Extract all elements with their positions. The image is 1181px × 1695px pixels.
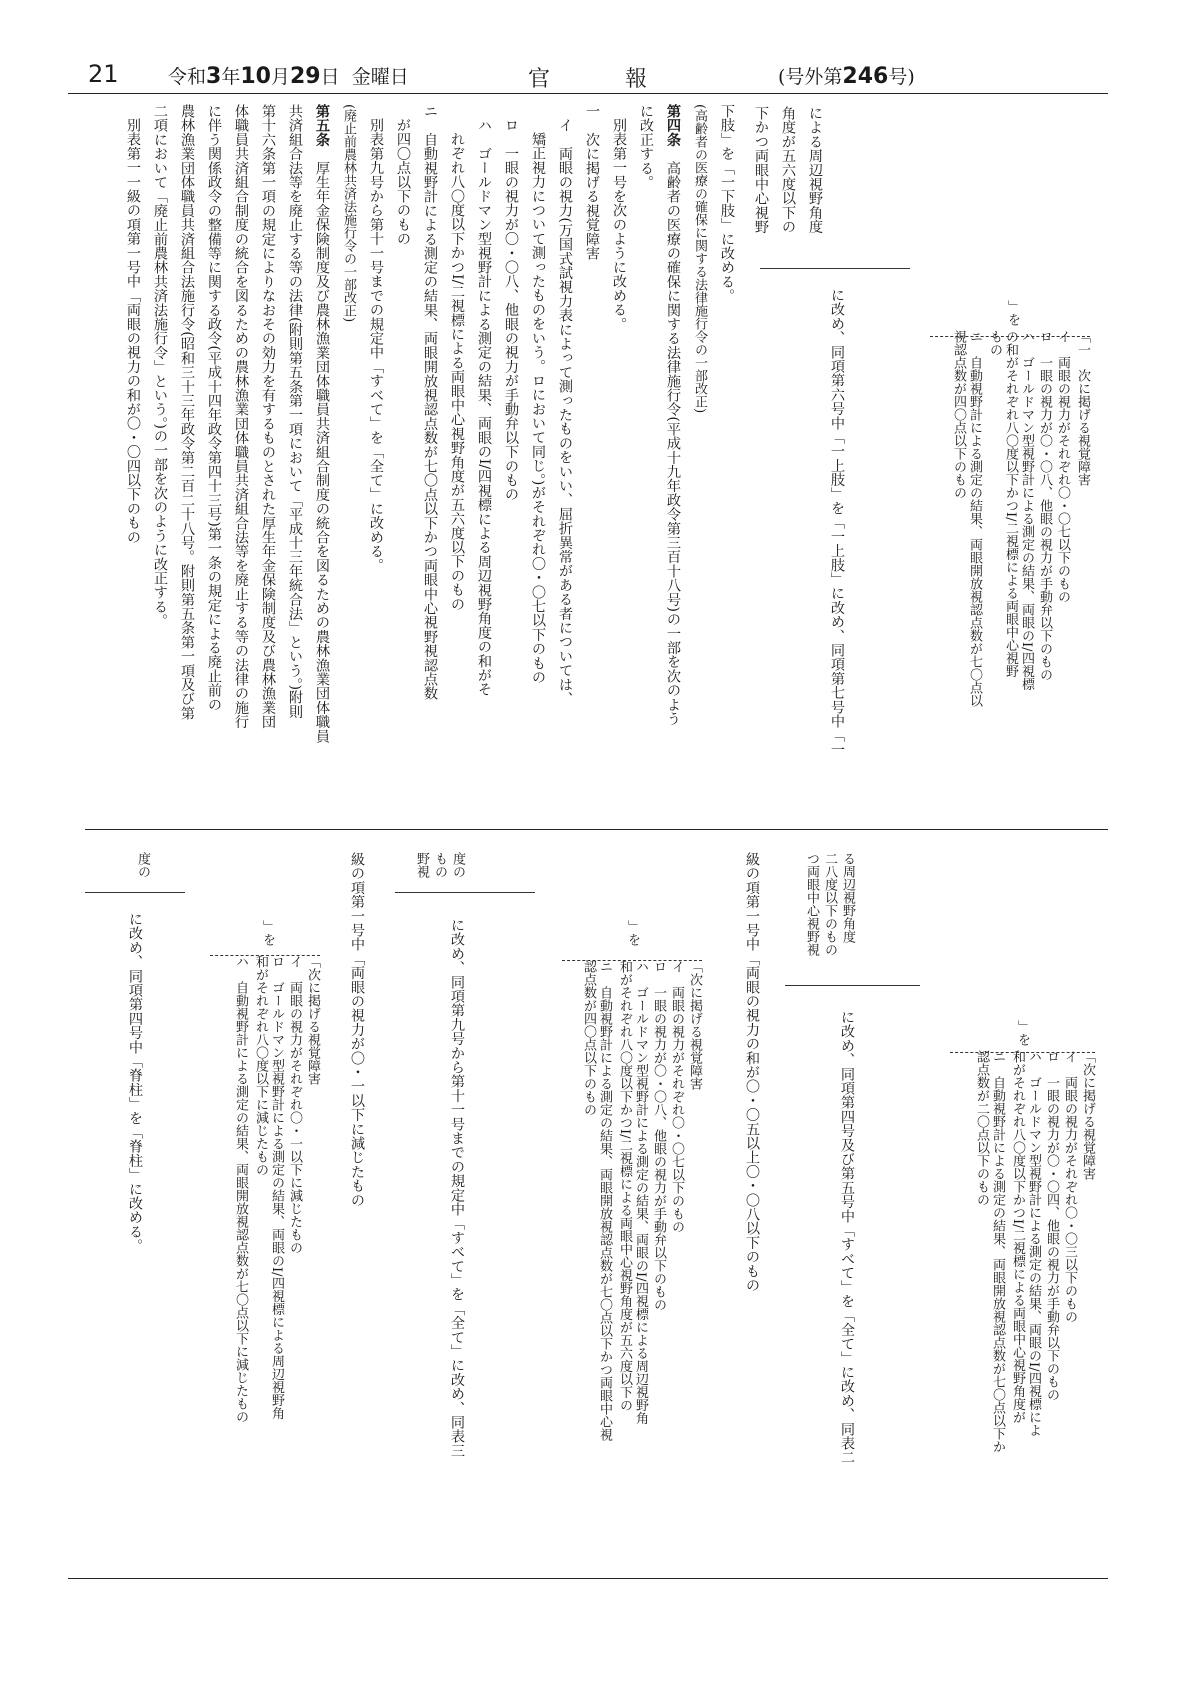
page-number: 21	[88, 60, 119, 88]
text-line: ロ 一眼の視力が〇・〇八、他眼の視力が手動弁以下のもの	[503, 118, 519, 502]
article-4-text: 第四条 高齢者の医療の確保に関する法律施行令(平成十九年政令第三百十八号)の一部を次のよう	[665, 104, 681, 726]
lower-change-line-c: に改め、同項第九号から第十一号までの規定中「すべて」を「全て」に改め、同表三	[449, 918, 465, 1458]
text-line: 別表第九号から第十一号までの規定中「すべて」を「全て」に改める。	[368, 118, 384, 573]
table-a-row: の和がそれぞれ八〇度以下かつI/二視標による両眼中心視野	[1003, 330, 1018, 678]
table-d-row: イ 両眼の視力がそれぞれ〇・一以下に減じたもの	[287, 955, 302, 1254]
text-line: 農林漁業団体職員共済組合法施行令(昭和三十三年政令第二百二十八号。附則第五条第一項及び第	[179, 104, 195, 721]
table-a-row: ロ 一眼の視力が〇・〇八、他眼の視力が手動弁以下のもの	[1037, 330, 1052, 681]
table-d-left-frame: 度の	[135, 852, 150, 878]
gazette-header	[68, 58, 1108, 94]
table-b-row: ハ ゴールドマン型視野計による測定の結果、両眼のI/四視標によ	[1026, 1050, 1041, 1437]
table-d-row: ハ 自動視野計による測定の結果、両眼開放視認点数が七〇点以下に減じたもの	[233, 955, 248, 1423]
table-a-frame	[760, 268, 910, 269]
article-5-heading: (廃止前農林共済法施行令の一部改正)	[341, 104, 356, 323]
article-5-text: 第五条 厚生年金保険制度及び農林漁業団体職員共済組合制度の統合を図るための農林漁業団体職員	[314, 104, 330, 744]
table-c-left-frame: 度の もの 野視	[414, 852, 465, 878]
lower-line-c1: 級の項第一号中「両眼の視力が〇・一以下に減じたもの	[349, 852, 365, 1207]
text-line: ハ ゴールドマン型視野計による測定の結果、両眼のI/四視標による周辺視野角度の和がそ	[476, 118, 492, 697]
table-a-row: もの	[987, 330, 1002, 356]
table-d-wo: 」を	[260, 920, 275, 946]
table-d	[210, 955, 320, 1565]
lower-change-line-d: に改め、同項第四号中「脊柱」を「脊柱」に改める。	[127, 912, 143, 1253]
text-line: 第十六条第一項の規定によりなおその効力を有するものとされた厚生年金保険制度及び農林漁業団	[260, 104, 276, 729]
text-line: ニ 自動視野計による測定の結果、両眼開放視認点数が七〇点以下かつ両眼中心視野視認点数	[422, 104, 438, 701]
table-b-left-frame: る周辺視野角度 二八度以下のもの つ両眼中心視野視	[804, 852, 855, 956]
gazette-title: 官報	[528, 67, 723, 92]
table-c-row: ロ 一眼の視力が〇・〇八、他眼の視力が手動弁以下のもの	[651, 960, 666, 1311]
table-b-wo: 」を	[1015, 1020, 1030, 1046]
table-c-wo: 」を	[625, 920, 640, 946]
text-line: れぞれ八〇度以下かつI/二視標による両眼中心視野角度が五六度以下のもの	[449, 132, 465, 611]
table-b-row: イ 両眼の視力がそれぞれ〇・〇三以下のもの	[1062, 1050, 1077, 1323]
table-d-dashed-rule	[210, 955, 320, 956]
lower-change-line-b: に改め、同項第四号及び第五号中「すべて」を「全て」に改め、同表二	[839, 1010, 855, 1465]
table-c-row: 「次に掲げる視覚障害	[687, 960, 702, 1090]
table-c-row: 認点数が四〇点以下のもの	[581, 960, 596, 1116]
text-line: イ 両眼の視力(万国式試視力表によって測ったものをいい、屈折異常がある者については、	[557, 118, 573, 706]
table-b-row: ロ 一眼の視力が〇・〇四、他眼の視力が手動弁以下のもの	[1044, 1050, 1059, 1401]
text-line: 別表第一一級の項第一号中「両眼の視力の和が〇・〇四以下のもの	[125, 118, 141, 544]
tier-divider	[85, 829, 1108, 830]
text-line: が四〇点以下のもの	[395, 118, 411, 246]
table-b-row: ニ 自動視野計による測定の結果、両眼開放視認点数が七〇点以下か	[990, 1050, 1005, 1453]
lower-line-b1: 級の項第一号中「両眼の視力の和が〇・〇五以上〇・〇八以下のもの	[744, 852, 760, 1293]
table-a-dashed-rule	[930, 336, 1090, 337]
text-line: 一 次に掲げる視覚障害	[584, 104, 600, 261]
table-d-row: 「次に掲げる視覚障害	[305, 955, 320, 1085]
header-rule	[68, 93, 1108, 94]
table-c-row: ハ ゴールドマン型視野計による測定の結果、両眼のI/四視標による周辺視野角	[633, 960, 648, 1425]
table-b-frame	[785, 985, 920, 986]
table-c-dashed-rule	[562, 960, 702, 961]
text-line: 体職員共済組合制度の統合を図るための農林漁業団体職員共済組合法等を廃止する等の法律の施行	[233, 104, 249, 729]
table-b	[950, 1050, 1095, 1570]
text-line: 共済組合法等を廃止する等の法律(附則第五条第一項において「平成十三年統合法」という。)附則	[287, 104, 303, 719]
table-a-row: ハ ゴールドマン型視野計による測定の結果、両眼のI/四視標	[1019, 330, 1034, 691]
table-d-row: ロ ゴールドマン型視野計による測定の結果、両眼のI/四視標による周辺視野角	[269, 955, 284, 1420]
article-5-title: 第五条	[314, 104, 330, 147]
text-line: 下肢」を「一下肢」に改める。	[719, 104, 735, 303]
table-c-row: ニ 自動視野計による測定の結果、両眼開放視認点数が七〇点以下かつ両眼中心視	[597, 960, 612, 1441]
table-c-row: イ 両眼の視力がそれぞれ〇・〇七以下のもの	[669, 960, 684, 1233]
table-a-row: 「一 次に掲げる視覚障害	[1075, 330, 1090, 486]
table-d-row: 和がそれぞれ八〇度以下に減じたもの	[253, 955, 268, 1176]
table-b-row: 認点数が二〇点以下のもの	[974, 1050, 989, 1206]
era: 令和	[168, 66, 207, 88]
issue-date: 令和3年10月29日 金曜日	[168, 64, 409, 89]
article-change-line: に改め、同項第六号中「一上肢」を「一上肢」に改め、同項第七号中「一	[829, 288, 845, 757]
table-a-row: 視認点数が四〇点以下のもの	[951, 330, 966, 499]
weekday: 金曜日	[351, 66, 409, 88]
text-line: 二項において「廃止前農林共済法施行令」という。)の一部を次のように改正する。	[152, 104, 168, 628]
upper-running-text	[80, 104, 740, 824]
table-a-left-frame: による周辺視野角度 角度が五六度以下の 下かつ両眼中心視野	[753, 106, 823, 234]
table-a-row: ニ 自動視野計による測定の結果、両眼開放視認点数が七〇点以	[967, 330, 982, 707]
table-c-frame	[395, 892, 535, 893]
edition: (号外第246号)	[778, 64, 915, 89]
table-c-row: 和がそれぞれ八〇度以下かつI/二視標による両眼中心視野角度が五六度以下の	[617, 960, 632, 1412]
table-a-row: イ 両眼の視力がそれぞれ〇・〇七以下のもの	[1055, 330, 1070, 603]
text-line: 別表第一号を次のように改める。	[611, 118, 627, 331]
table-d-frame	[85, 892, 185, 893]
article-4-title: 第四条	[665, 104, 681, 147]
text-line: に伴う関係政令の整備等に関する政令(平成十四年政令第四十三号)第一条の規定による廃止前の	[206, 104, 222, 712]
table-b-dashed-rule	[950, 1052, 1095, 1053]
table-a	[920, 330, 1090, 810]
text-line: 矯正視力について測ったものをいう。ロにおいて同じ。)がそれぞれ〇・〇七以下のもの	[530, 132, 546, 685]
table-b-row: 「次に掲げる視覚障害	[1080, 1050, 1095, 1180]
table-a-wo: 」を	[1005, 300, 1020, 326]
table-b-row: 和がそれぞれ八〇度以下かつI/二視標による両眼中心視野角度が	[1010, 1050, 1025, 1424]
article-4-heading: (高齢者の医療の確保に関する法律施行令の一部改正)	[692, 104, 707, 414]
bottom-rule	[68, 1578, 1108, 1579]
text-line: に改正する。	[638, 104, 654, 190]
table-c	[562, 960, 702, 1570]
